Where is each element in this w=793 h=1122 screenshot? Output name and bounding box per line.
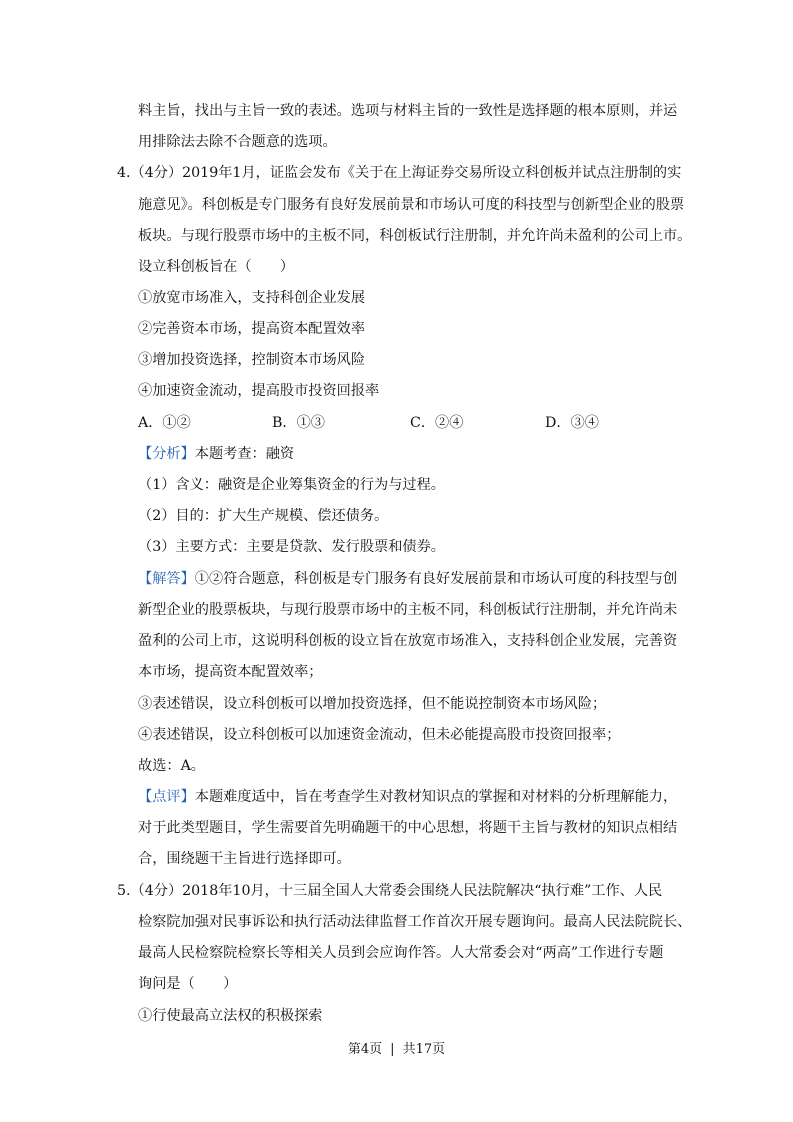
analysis-point: （1）含义：融资是企业筹集资金的行为与过程。 xyxy=(138,477,445,493)
page-footer xyxy=(0,1041,793,1059)
answer-text: ①②符合题意，科创板是专门服务有良好发展前景和市场认可度的科技型与创 xyxy=(194,571,678,587)
question-5-statement-1: ①行使最高立法权的积极探索 xyxy=(138,1008,323,1024)
answer-text: 新型企业的股票板块，与现行股票市场中的主板不同，科创板试行注册制，并允许尚未 xyxy=(138,602,678,618)
text-line: 用排除法去除不合题意的选项。 xyxy=(138,134,337,150)
answer-choice: 故选：A。 xyxy=(138,758,205,774)
question-5-stem: 5.（4分）2018年10月，十三届全国人大常委会围绕人民法院解决“执行难”工作、人民 xyxy=(117,883,663,899)
question-4-stem: 板块。与现行股票市场中的主板不同，科创板试行注册制，并允许尚未盈利的公司上市。 xyxy=(138,228,692,244)
statement-4: ④加速资金流动，提高股市投资回报率 xyxy=(138,383,380,399)
option-c: C．②④ xyxy=(410,415,464,431)
statement-2: ②完善资本市场，提高资本配置效率 xyxy=(138,321,366,337)
question-4-stem: 4.（4分）2019年1月，证监会发布《关于在上海证券交易所设立科创板并试点注册制的实 xyxy=(117,165,682,181)
page-total: 共17页 xyxy=(402,1042,446,1057)
question-5-stem: 检察院加强对民事诉讼和执行活动法律监督工作首次开展专题询问。最高人民法院院长、 xyxy=(138,914,692,930)
question-5-stem: 询问是（ ） xyxy=(138,976,238,992)
analysis-tag: 【分析】 xyxy=(138,446,195,462)
question-4-stem: 设立科创板旨在（ ） xyxy=(138,259,295,275)
answer-text: ④表述错误，设立科创板可以加速资金流动，但未必能提高股市投资回报率； xyxy=(138,727,621,743)
option-d: D．③④ xyxy=(545,415,599,431)
answer-text: ③表述错误，设立科创板可以增加投资选择，但不能说控制资本市场风险； xyxy=(138,696,607,712)
answer-line xyxy=(138,569,677,589)
comment-text: 合，围绕题干主旨进行选择即可。 xyxy=(138,851,351,867)
comment-text: 本题难度适中，旨在考查学生对教材知识点的掌握和对材料的分析理解能力， xyxy=(194,789,678,805)
analysis-point: （3）主要方式：主要是贷款、发行股票和债券。 xyxy=(138,539,445,555)
option-a: A．①② xyxy=(138,415,191,431)
text-line: 料主旨，找出与主旨一致的表述。选项与材料主旨的一致性是选择题的根本原则，并运 xyxy=(138,103,678,119)
page-number: 第4页 xyxy=(347,1042,383,1057)
question-5-stem: 最高人民检察院检察长等相关人员到会应询作答。人大常委会对“两高”工作进行专题 xyxy=(138,945,664,961)
comment-tag: 【点评】 xyxy=(138,789,195,805)
footer-divider: | xyxy=(390,1042,395,1057)
analysis-point: （2）目的：扩大生产规模、偿还债务。 xyxy=(138,508,389,524)
comment-text: 对于此类型题目，学生需要首先明确题干的中心思想，将题干主旨与教材的知识点相结 xyxy=(138,820,678,836)
analysis-line xyxy=(138,444,294,464)
answer-text: 盈利的公司上市，这说明科创板的设立旨在放宽市场准入，支持科创企业发展，完善资 xyxy=(138,633,678,649)
answer-text: 本市场，提高资本配置效率； xyxy=(138,664,323,680)
question-4-stem: 施意见》。科创板是专门服务有良好发展前景和市场认可度的科技型与创新型企业的股票 xyxy=(138,197,685,213)
statement-3: ③增加投资选择，控制资本市场风险 xyxy=(138,352,366,368)
statement-1: ①放宽市场准入，支持科创企业发展 xyxy=(138,290,366,306)
analysis-text: 本题考查：融资 xyxy=(194,446,295,462)
comment-line xyxy=(138,787,677,807)
option-b: B．①③ xyxy=(272,415,325,431)
answer-tag: 【解答】 xyxy=(138,571,195,587)
